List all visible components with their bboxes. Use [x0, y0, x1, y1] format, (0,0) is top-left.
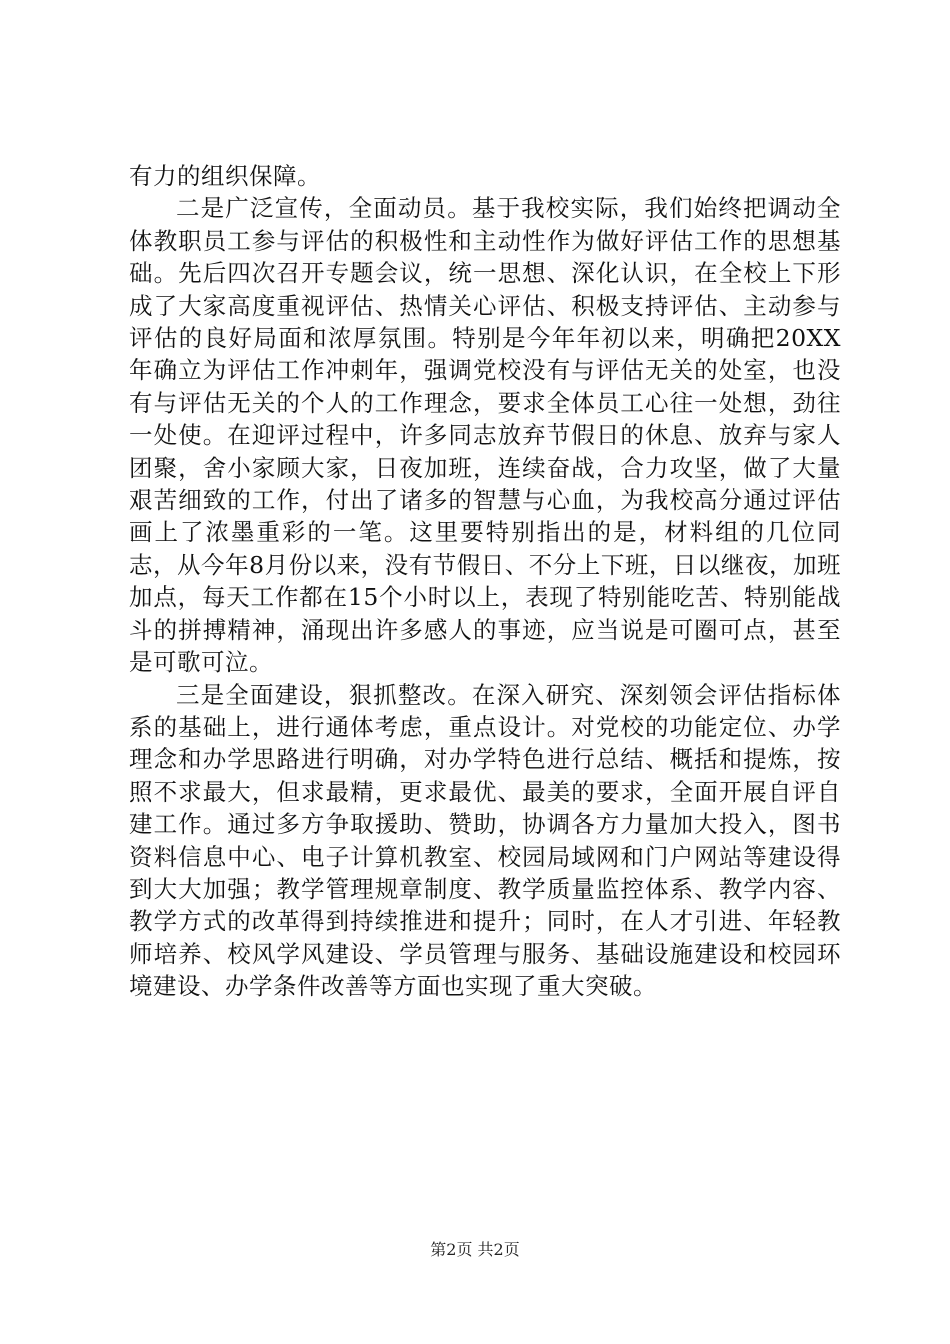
paragraph-publicity-mobilization: 二是广泛宣传，全面动员。基于我校实际，我们始终把调动全体教职员工参与评估的积极性和主动性作为做好评估工作的思想基础。先后四次召开专题会议，统一思想、深化认识，在全校上下形成了大家高度重视评估、热情关心评估、积极支持评估、主动参与评估的良好局面和浓厚氛围。特别是今年年初以来，明确把20XX年确立为评估工作冲刺年，强调党校没有与评估无关的处室，也没有与评估无关的个人的工作理念，要求全体员工心往一处想，劲往一处使。在迎评过程中，许多同志放弃节假日的休息、放弃与家人团聚，舍小家顾大家，日夜加班，连续奋战，合力攻坚，做了大量艰苦细致的工作，付出了诸多的智慧与心血，为我校高分通过评估画上了浓墨重彩的一笔。这里要特别指出的是，材料组的几位同志，从今年8月份以来，没有节假日、不分上下班，日以继夜，加班加点，每天工作都在15个小时以上，表现了特别能吃苦、特别能战斗的拼搏精神，涌现出许多感人的事迹，应当说是可圈可点，甚至是可歌可泣。: [129, 194, 841, 677]
paragraph-construction-rectification: 三是全面建设，狠抓整改。在深入研究、深刻领会评估指标体系的基础上，进行通体考虑，重点设计。对党校的功能定位、办学理念和办学思路进行明确，对办学特色进行总结、概括和提炼，按照不求最大，但求最精，更求最优、最美的要求，全面开展自评自建工作。通过多方争取援助、赞助，协调各方力量加大投入，图书资料信息中心、电子计算机教室、校园局域网和门户网站等建设得到大大加强；教学管理规章制度、教学质量监控体系、教学内容、教学方式的改革得到持续推进和提升；同时，在人才引进、年轻教师培养、校风学风建设、学员管理与服务、基础设施建设和校园环境建设、办学条件改善等方面也实现了重大突破。: [129, 680, 841, 1001]
page-footer: 第2页 共2页: [430, 1240, 520, 1259]
paragraph-continuation: 有力的组织保障。: [129, 162, 321, 190]
document-body: [129, 160, 841, 1003]
